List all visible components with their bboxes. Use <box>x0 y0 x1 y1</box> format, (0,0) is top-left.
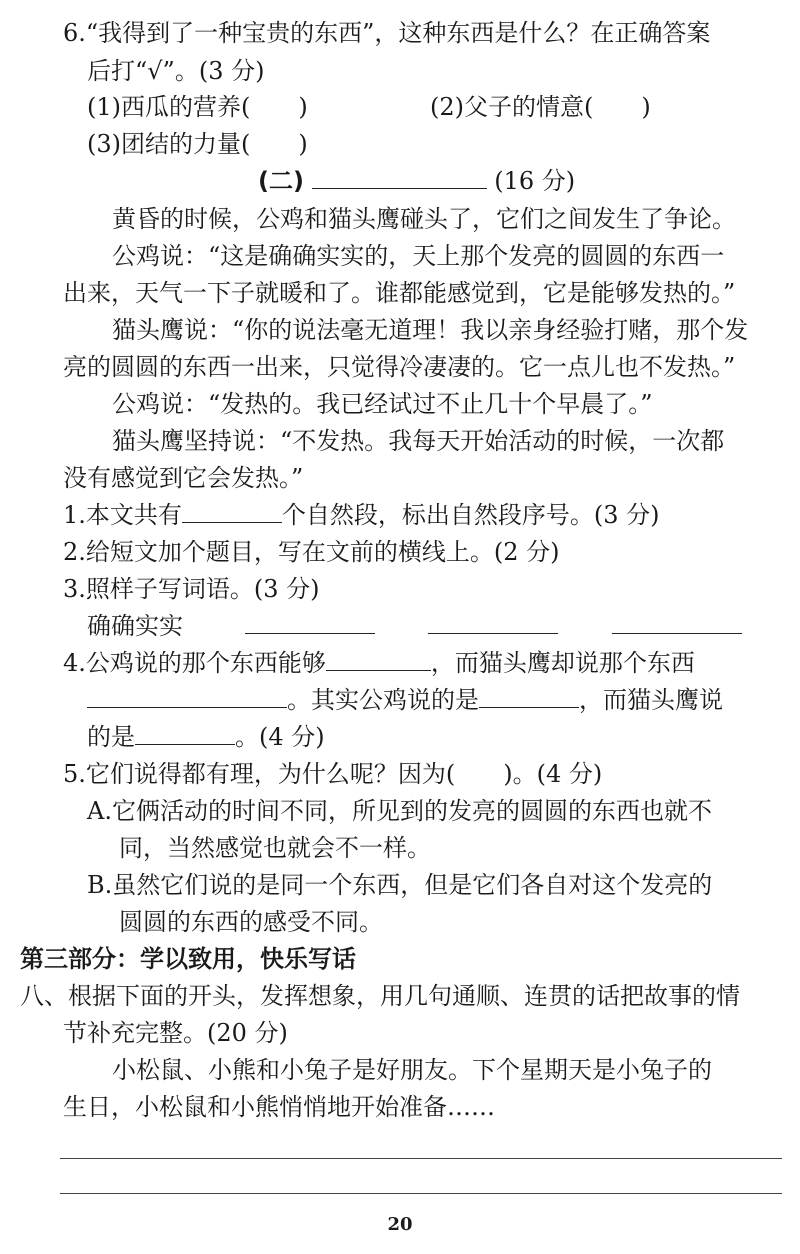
q4-text-e: 的是 <box>87 723 135 751</box>
q3-blank-2[interactable] <box>428 611 558 634</box>
q3-example: 确确实实 <box>87 612 183 640</box>
section-2-prefix: (二) <box>258 167 304 195</box>
writing-line-2[interactable] <box>60 1193 782 1194</box>
passage-line-7: 猫头鹰坚持说：“不发热。我每天开始活动的时候，一次都 <box>112 427 725 455</box>
q8-line-1: 八、根据下面的开头，发挥想象，用几句通顺、连贯的话把故事的情 <box>20 982 740 1010</box>
q3-blank-3[interactable] <box>612 611 742 634</box>
q6-line-1: 6.“我得到了一种宝贵的东西”，这种东西是什么？在正确答案 <box>63 19 711 47</box>
q5-option-b-line-2: 圆圆的东西的感受不同。 <box>119 908 383 936</box>
q4-text-b: ，而猫头鹰却说那个东西 <box>430 649 695 677</box>
part-3-heading: 第三部分：学以致用，快乐写话 <box>20 945 356 973</box>
passage-line-2: 公鸡说：“这是确确实实的，天上那个发亮的圆圆的东西一 <box>112 242 725 270</box>
question-4-line-3 <box>87 722 325 752</box>
question-5: 5.它们说得都有理，为什么呢？因为( )。(4 分) <box>63 760 603 788</box>
q1-blank[interactable] <box>182 500 282 523</box>
q5-option-a-line-2: 同，当然感觉也就会不一样。 <box>119 834 431 862</box>
question-4-line-2 <box>87 685 723 715</box>
q1-text-a: 1.本文共有 <box>63 501 182 529</box>
passage-line-3: 出来，天气一下子就暖和了。谁都能感觉到，它是能够发热的。” <box>63 279 736 307</box>
section-2-score: (16 分) <box>494 167 576 195</box>
writing-line-1[interactable] <box>60 1158 782 1159</box>
question-1 <box>63 500 660 530</box>
q1-text-b: 个自然段，标出自然段序号。(3 分) <box>281 501 660 529</box>
passage-line-8: 没有感觉到它会发热。” <box>63 464 304 492</box>
passage-line-1: 黄昏的时候，公鸡和猫头鹰碰头了，它们之间发生了争论。 <box>112 205 736 233</box>
q6-option-2: (2)父子的情意( ) <box>430 93 651 121</box>
story-line-1: 小松鼠、小熊和小兔子是好朋友。下个星期天是小兔子的 <box>112 1056 712 1084</box>
q5-option-a-line-1: A.它俩活动的时间不同，所见到的发亮的圆圆的东西也就不 <box>87 797 712 825</box>
q4-text-f: 。(4 分) <box>235 723 325 751</box>
story-line-2: 生日，小松鼠和小熊悄悄地开始准备…… <box>63 1093 495 1121</box>
q6-option-3: (3)团结的力量( ) <box>87 130 308 158</box>
q3-blank-1[interactable] <box>245 611 375 634</box>
q4-blank-1[interactable] <box>326 648 431 671</box>
q4-blank-3[interactable] <box>479 685 579 708</box>
page-number: 20 <box>387 1214 413 1235</box>
passage-line-4: 猫头鹰说：“你的说法毫无道理！我以亲身经验打赌，那个发 <box>112 316 749 344</box>
q4-text-d: ，而猫头鹰说 <box>579 686 723 714</box>
q8-line-2: 节补充完整。(20 分) <box>63 1019 288 1047</box>
q5-option-b-line-1: B.虽然它们说的是同一个东西，但是它们各自对这个发亮的 <box>87 871 713 899</box>
section-2-heading <box>258 166 575 196</box>
q4-text-c: 。其实公鸡说的是 <box>287 686 479 714</box>
q6-option-1: (1)西瓜的营养( ) <box>87 93 308 121</box>
title-blank[interactable] <box>312 166 487 189</box>
q4-blank-4[interactable] <box>135 722 235 745</box>
passage-line-5: 亮的圆圆的东西一出来，只觉得冷凄凄的。它一点儿也不发热。” <box>63 353 736 381</box>
q4-blank-2[interactable] <box>87 685 287 708</box>
passage-line-6: 公鸡说：“发热的。我已经试过不止几十个早晨了。” <box>112 390 653 418</box>
question-2: 2.给短文加个题目，写在文前的横线上。(2 分) <box>63 538 560 566</box>
q6-line-2: 后打“√”。(3 分) <box>87 57 265 85</box>
question-4-line-1 <box>63 648 695 678</box>
question-3: 3.照样子写词语。(3 分) <box>63 575 320 603</box>
q4-text-a: 4.公鸡说的那个东西能够 <box>63 649 326 677</box>
